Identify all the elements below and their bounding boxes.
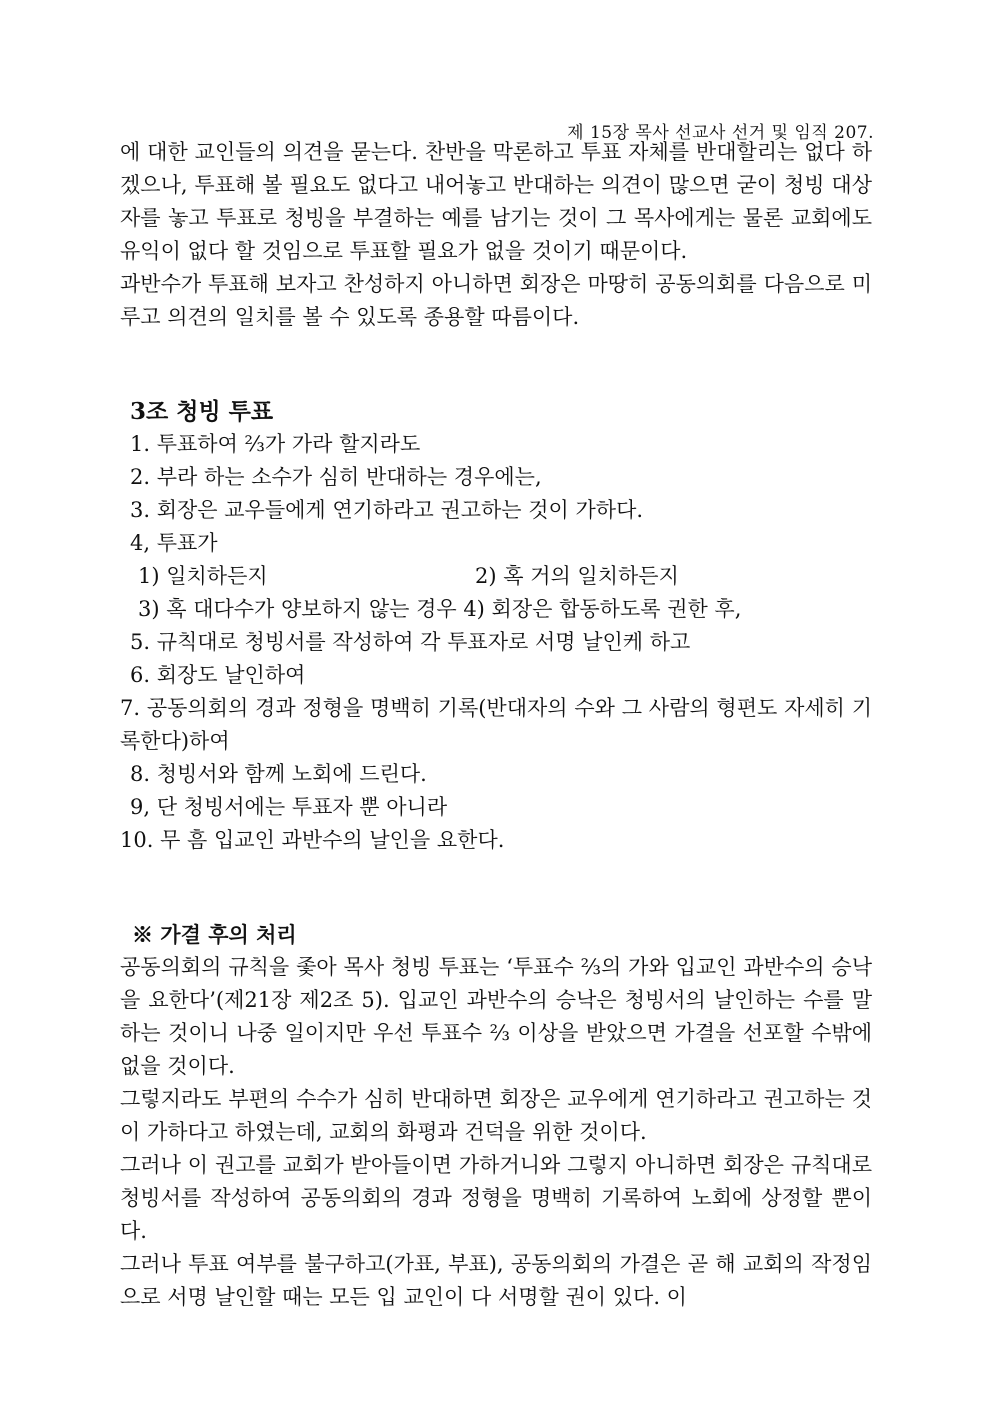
list-item-8: 8. 청빙서와 함께 노회에 드린다. bbox=[130, 762, 427, 786]
after-vote-heading: ※ 가결 후의 처리 bbox=[132, 922, 297, 947]
sub-item-2: 2) 혹 거의 일치하든지 bbox=[475, 564, 679, 588]
body-text bbox=[120, 136, 872, 1314]
spacer bbox=[120, 890, 872, 918]
intro-paragraph-2: 과반수가 투표해 보자고 찬성하지 아니하면 회장은 마땅히 공동의회를 다음으로 미루고 의견의 일치를 볼 수 있도록 종용할 따름이다. bbox=[120, 272, 872, 329]
spacer bbox=[120, 334, 872, 367]
spacer bbox=[120, 857, 872, 890]
after-vote-paragraph-3: 그러나 이 권고를 교회가 받아들이면 가하거니와 그렇지 아니하면 회장은 규칙대로 청빙서를 작성하여 공동의회의 경과 정형을 명백히 기록하여 노회에 상정할 뿐이다. bbox=[120, 1153, 872, 1243]
sub-item-3-4: 3) 혹 대다수가 양보하지 않는 경우 4) 회장은 합동하도록 권한 후, bbox=[138, 597, 742, 621]
list-item-1: 1. 투표하여 ⅔가 가라 할지라도 bbox=[130, 432, 421, 456]
list-item-4: 4, 투표가 bbox=[130, 531, 218, 555]
list-item-5: 5. 규칙대로 청빙서를 작성하여 각 투표자로 서명 날인케 하고 bbox=[130, 630, 691, 654]
after-vote-paragraph-2: 그렇지라도 부편의 수수가 심히 반대하면 회장은 교우에게 연기하라고 권고하는 것이 가하다고 하였는데, 교회의 화평과 건덕을 위한 것이다. bbox=[120, 1087, 872, 1144]
list-item-6: 6. 회장도 날인하여 bbox=[130, 663, 306, 687]
sub-item-1: 1) 일치하든지 bbox=[138, 564, 268, 588]
after-vote-paragraph-4: 그러나 투표 여부를 불구하고(가표, 부표), 공동의회의 가결은 곧 해 교회의 작정임으로 서명 날인할 때는 모든 입 교인이 다 서명할 권이 있다. 이 bbox=[120, 1252, 872, 1309]
list-item-2: 2. 부라 하는 소수가 심히 반대하는 경우에는, bbox=[130, 465, 542, 489]
spacer bbox=[120, 367, 872, 395]
list-item-7: 7. 공동의회의 경과 정형을 명백히 기록(반대자의 수와 그 사람의 형편도 자세히 기록한다)하여 bbox=[120, 696, 872, 753]
intro-paragraph-1: 에 대한 교인들의 의견을 묻는다. 찬반을 막론하고 투표 자체를 반대할리는 없다 하겠으나, 투표해 볼 필요도 없다고 내어놓고 반대하는 의견이 많으면 굳이 청빙 대상자를 놓고 투표로 청빙을 부결하는 예를 남기는 것이 그 목사에게는 물론 교회에도 유익이 없다 할 것임으로 투표할 필요가 없을 것이기 때문이다. bbox=[120, 140, 872, 263]
sub-item-row bbox=[120, 560, 872, 593]
section-heading-3: 3조 청빙 투표 bbox=[130, 398, 274, 425]
after-vote-paragraph-1: 공동의회의 규칙을 좇아 목사 청빙 투표는 ‘투표수 ⅔의 가와 입교인 과반수의 승낙을 요한다’(제21장 제2조 5). 입교인 과반수의 승낙은 청빙서의 날인하는 수를 말하는 것이니 나중 일이지만 우선 투표수 ⅔ 이상을 받았으면 가결을 선포할 수밖에 없을 것이다. bbox=[120, 955, 872, 1078]
running-header: 제 15장 목사 선교사 선거 및 임직 207. bbox=[567, 123, 874, 143]
list-item-10: 10. 무 흠 입교인 과반수의 날인을 요한다. bbox=[120, 828, 505, 852]
list-item-9: 9, 단 청빙서에는 투표자 뿐 아니라 bbox=[130, 795, 448, 819]
list-item-3: 3. 회장은 교우들에게 연기하라고 권고하는 것이 가하다. bbox=[130, 498, 644, 522]
